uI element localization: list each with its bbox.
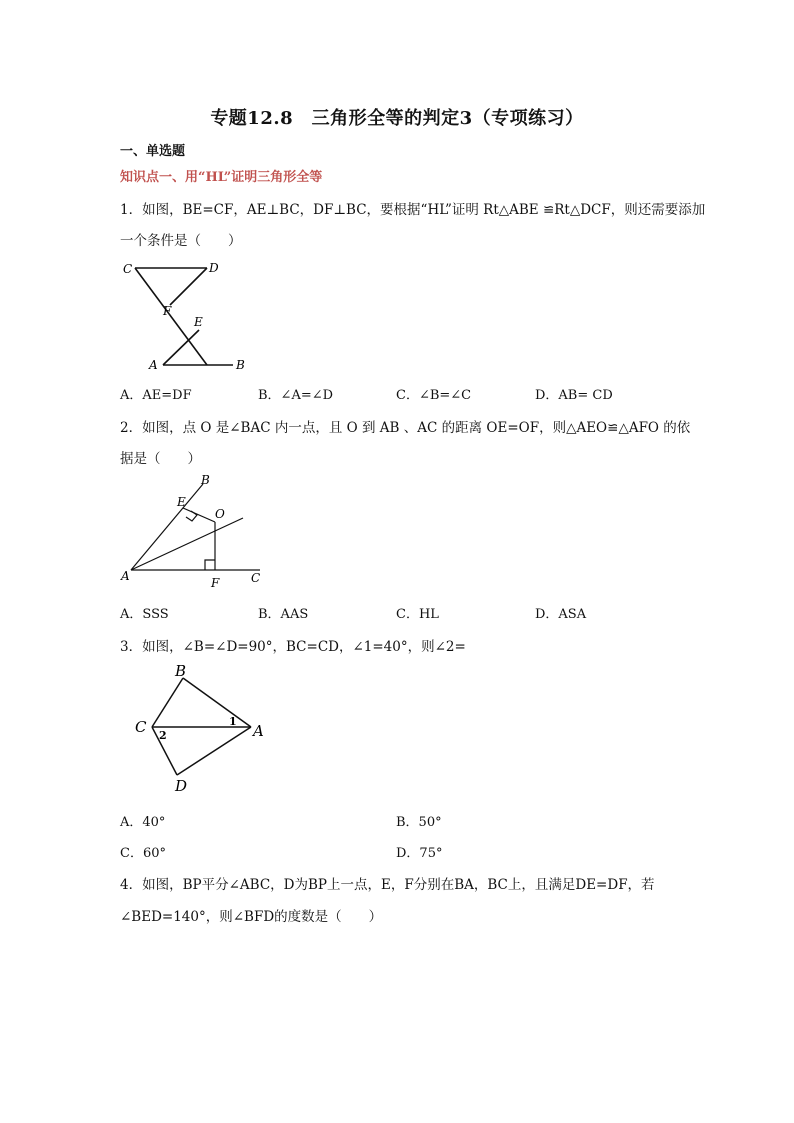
q1-label-D: D <box>209 261 219 275</box>
q1-label-A: A <box>149 358 158 372</box>
q1-option-b: B．∠A=∠D <box>258 388 334 403</box>
q1-label-F: F <box>163 304 172 318</box>
q1-label-E: E <box>194 315 203 329</box>
q3-stem-line1: 3．如图，∠B=∠D=90°，BC=CD，∠1=40°，则∠2= <box>120 639 466 655</box>
q2-option-d: D．ASA <box>535 607 587 622</box>
q3-label-A: A <box>253 722 264 740</box>
q3-option-d: D．75° <box>396 846 443 861</box>
q2-option-b: B．AAS <box>258 607 309 622</box>
q2-label-E: E <box>177 495 186 509</box>
q2-option-a: A．SSS <box>120 607 169 622</box>
q2-stem-line1: 2．如图，点 O 是∠BAC 内一点，且 O 到 AB 、AC 的距离 OE=OF，则△AEO≌△AFO 的依 <box>120 420 691 436</box>
q2-label-A: A <box>121 569 130 583</box>
q2-label-C: C <box>251 571 261 585</box>
q2-label-O: O <box>215 507 225 521</box>
q1-stem-line1: 1．如图，BE=CF，AE⊥BC，DF⊥BC，要根据“HL”证明 Rt△ABE ≌Rt△DCF，则还需要添加 <box>120 202 706 218</box>
q3-label-D: D <box>175 777 188 795</box>
q3-angle-1: 1 <box>229 715 237 728</box>
q1-label-C: C <box>123 262 133 276</box>
q2-option-c: C．HL <box>396 607 439 622</box>
q1-option-a: A．AE=DF <box>120 388 192 403</box>
q1-label-B: B <box>236 358 245 372</box>
q4-stem-line1: 4．如图，BP平分∠ABC，D为BP上一点，E，F分别在BA，BC上，且满足DE=DF，若 <box>120 877 655 893</box>
q1-option-d: D．AB= CD <box>535 388 613 403</box>
q3-option-a: A．40° <box>120 815 166 830</box>
q2-figure <box>115 470 275 595</box>
q2-label-B: B <box>201 473 210 487</box>
q3-option-c: C．60° <box>120 846 166 861</box>
q4-stem-line2: ∠BED=140°，则∠BFD的度数是（ ） <box>120 909 383 925</box>
q1-stem-line2: 一个条件是（ ） <box>120 233 242 249</box>
page-title: 专题12.8 三角形全等的判定3（专项练习） <box>210 108 584 129</box>
q3-figure <box>125 658 275 800</box>
q1-option-c: C．∠B=∠C <box>396 388 472 403</box>
q2-label-F: F <box>211 576 220 590</box>
subsection-heading: 知识点一、用“HL”证明三角形全等 <box>120 170 323 185</box>
q3-angle-2: 2 <box>159 729 167 742</box>
q3-label-C: C <box>135 718 147 736</box>
q3-option-b: B．50° <box>396 815 442 830</box>
q3-label-B: B <box>175 662 187 680</box>
section-heading: 一、单选题 <box>120 144 186 159</box>
q1-figure <box>115 255 260 375</box>
q2-stem-line2: 据是（ ） <box>120 451 201 467</box>
